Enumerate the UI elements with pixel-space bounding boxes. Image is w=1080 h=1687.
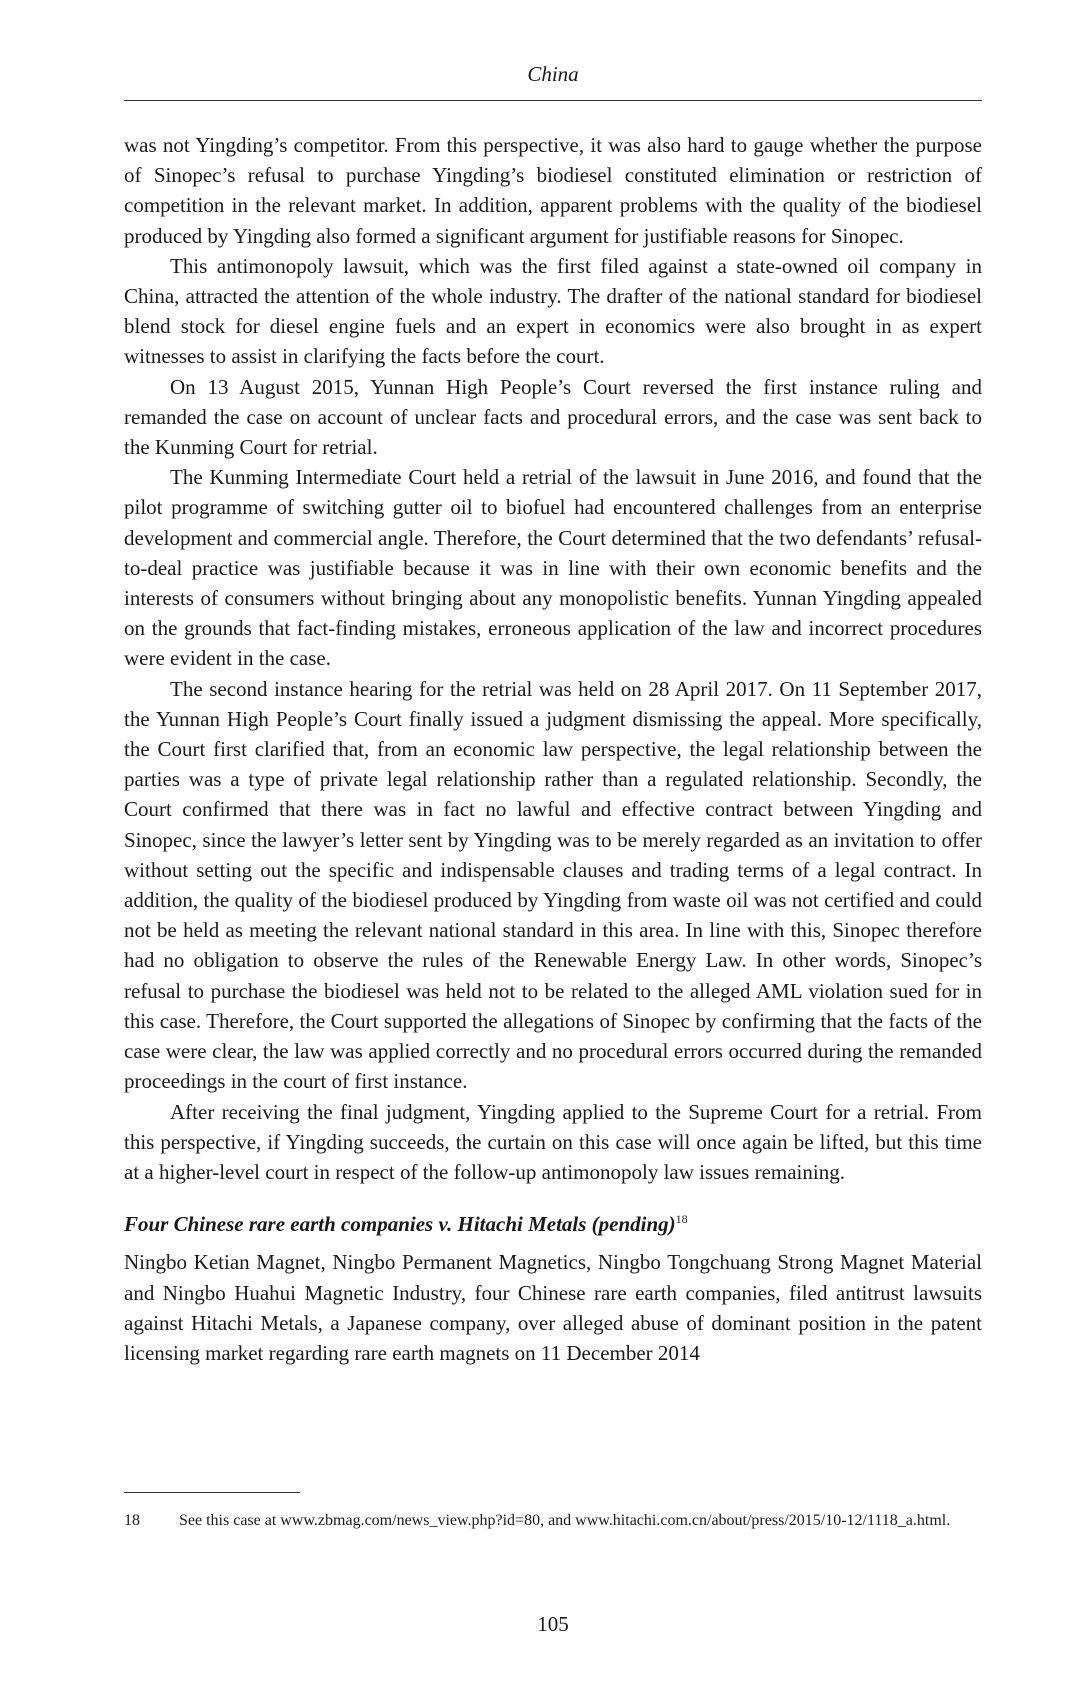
body-text [124,130,982,1368]
page-number: 105 [537,1612,569,1636]
footnote-text: See this case at www.zbmag.com/news_view.php?id=80, and www.hitachi.com.cn/about/press/2015/10-12/1118_a.html. [179,1512,951,1529]
paragraph: The second instance hearing for the retrial was held on 28 April 2017. On 11 September 2017, the Yunnan High People’s Court finally issued a judgment dismissing the appeal. More specifically, the Court first clarified that, from an economic law perspective, the legal relationship between the parties was a type of private legal relationship rather than a regulated relationship. Secondly, the Court confirmed that there was in fact no lawful and effective contract between Yingding and Sinopec, since the lawyer’s letter sent by Yingding was to be merely regarded as an invitation to offer without setting out the specific and indispensable clauses and trading terms of a legal contract. In addition, the quality of the biodiesel produced by Yingding from waste oil was not certified and could not be held as meeting the relevant national standard in this area. In line with this, Sinopec therefore had no obligation to observe the rules of the Renewable Energy Law. In other words, Sinopec’s refusal to purchase the biodiesel was held not to be related to the alleged AML violation sued for in this case. Therefore, the Court supported the allegations of Sinopec by confirming that the facts of the case were clear, the law was applied correctly and no procedural errors occurred during the remanded proceedings in the court of first instance. [124,676,982,1094]
footnote [124,1508,982,1534]
section-heading-text: Four Chinese rare earth companies v. Hitachi Metals (pending) [124,1212,676,1237]
paragraph: On 13 August 2015, Yunnan High People’s Court reversed the first instance ruling and remanded the case on account of unclear facts and procedural errors, and the case was sent back to the Kunming Court for retrial. [124,374,982,460]
footnote-rule [124,1492,300,1493]
paragraph: After receiving the final judgment, Yingding applied to the Supreme Court for a retrial. From this perspective, if Yingding succeeds, the curtain on this case will once again be lifted, but this time at a higher-level court in respect of the follow-up antimonopoly law issues remaining. [124,1099,982,1184]
section-paragraph: Ningbo Ketian Magnet, Ningbo Permanent Magnetics, Ningbo Tongchuang Strong Magnet Material and Ningbo Huahui Magnetic Industry, four Chinese rare earth companies, filed antitrust lawsuits against Hitachi Metals, a Japanese company, over alleged abuse of dominant position in the patent licensing market regarding rare earth magnets on 11 December 2014 [124,1250,982,1365]
section-heading [124,1209,982,1239]
footnote-reference[interactable]: 18 [675,1212,688,1227]
header-rule [124,100,982,101]
paragraph: This antimonopoly lawsuit, which was the first filed against a state-owned oil company in China, attracted the attention of the whole industry. The drafter of the national standard for biodiesel blend stock for diesel engine fuels and an expert in economics were also brought in as expert witnesses to assist in clarifying the facts before the court. [124,253,982,369]
paragraph: was not Yingding’s competitor. From this perspective, it was also hard to gauge whether the purpose of Sinopec’s refusal to purchase Yingding’s biodiesel constituted elimination or restriction of competition in the relevant market. In addition, apparent problems with the quality of the biodiesel produced by Yingding also formed a significant argument for justifiable reasons for Sinopec. [124,133,982,248]
paragraph: The Kunming Intermediate Court held a retrial of the lawsuit in June 2016, and found that the pilot programme of switching gutter oil to biofuel had encountered challenges from an enterprise development and commercial angle. Therefore, the Court determined that the two defendants’ refusal-to-deal practice was justifiable because it was in line with their own economic benefits and the interests of consumers without bringing about any monopolistic benefits. Yunnan Yingding appealed on the grounds that fact-finding mistakes, erroneous application of the law and incorrect procedures were evident in the case. [124,465,982,671]
footnote-number: 18 [124,1512,140,1529]
running-head: China [527,62,579,86]
document-page [124,0,982,1687]
